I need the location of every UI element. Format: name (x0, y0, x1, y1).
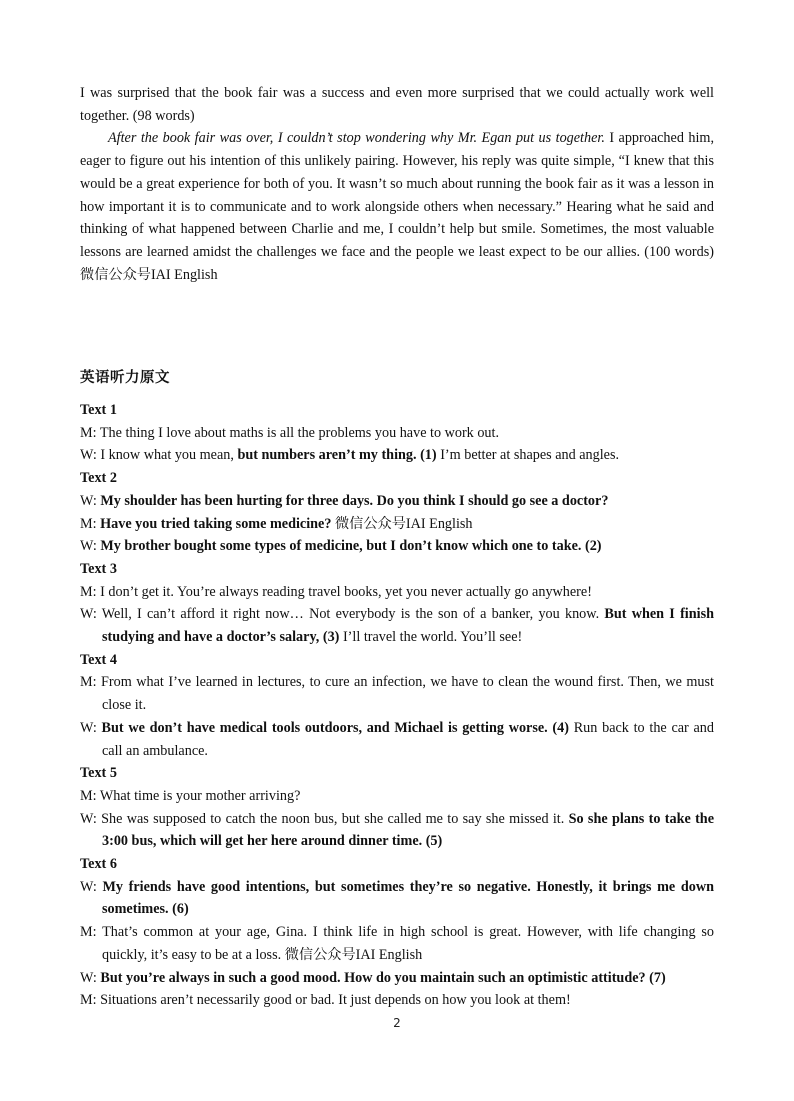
speaker-text: W: Well, I can’t afford it right now… Not everybody is the son of a banker, you know. (80, 606, 605, 623)
text-5-line-2 (80, 808, 714, 853)
speaker-label: W: (80, 719, 102, 736)
essay-paragraph-2-rest: I approached him, eager to figure out his intention of this unlikely pairing. However, his reply was quite simple, “I knew that this would be a great experience for both of you. It wasn’t so much about running the book fair as it was a lesson in how important it is to communicate and to work alongside others when necessary.” Hearing what he said and thinking of what happened between Charlie and me, I couldn’t help but smile. Sometimes, the most valuable lessons are learned amidst the challenges we face and the people we least expect to be our allies. (100 words) 微信公众号IAI English (80, 130, 714, 283)
essay-paragraph-1: I was surprised that the book fair was a success and even more surprised that we could actually work well together. (98 words) (80, 85, 714, 124)
speaker-text: Run back to the car and call an ambulance. (102, 719, 714, 759)
answer-text: But when I finish studying and have a doctor’s salary, (3) (102, 606, 714, 646)
speaker-text: I’ll travel the world. You’ll see! (339, 629, 523, 646)
text-6-line-2: M: That’s common at your age, Gina. I think life in high school is great. However, with life changing so quickly, it’s easy to be at a loss. 微信公众号IAI English (80, 924, 714, 963)
text-3-heading: Text 3 (80, 560, 117, 577)
answer-text: but numbers aren’t my thing. (1) (237, 447, 437, 464)
text-1-heading: Text 1 (80, 402, 117, 418)
answer-text: My brother bought some types of medicine, but I don’t know which one to take. (2) (100, 538, 602, 555)
speaker-text: W: I know what you mean, (80, 447, 238, 464)
text-1-line-1: M: The thing I love about maths is all the problems you have to work out. (80, 424, 499, 441)
speaker-label: W: (80, 878, 103, 895)
text-6-heading: Text 6 (80, 856, 117, 873)
speaker-label: W: (80, 492, 101, 509)
speaker-label: W: (80, 538, 101, 555)
text-6-line-4: M: Situations aren’t necessarily good or bad. It just depends on how you look at them! (80, 992, 571, 1009)
essay-paragraph-2 (80, 127, 714, 286)
answer-text: Have you tried taking some medicine? (100, 515, 332, 532)
speaker-label: M: (80, 515, 101, 532)
text-5-line-1: M: What time is your mother arriving? (80, 787, 301, 804)
text-2-heading: Text 2 (80, 470, 117, 487)
text-2-line-2 (80, 513, 714, 536)
essay-section (80, 82, 714, 286)
listening-transcript (80, 399, 714, 1012)
text-4-line-2 (80, 717, 714, 762)
text-3-line-1: M: I don’t get it. You’re always reading travel books, yet you never actually go anywhere! (80, 583, 592, 600)
page-number: 2 (393, 1016, 401, 1030)
answer-text: My friends have good intentions, but sometimes they’re so negative. Honestly, it brings me down sometimes. (6) (102, 878, 715, 918)
answer-text: But we don’t have medical tools outdoors, and Michael is getting worse. (4) (101, 719, 569, 736)
text-6-line-3 (80, 967, 714, 990)
text-5-heading: Text 5 (80, 765, 117, 782)
text-3-line-2 (80, 603, 714, 648)
answer-text: So she plans to take the 3:00 bus, which will get her here around dinner time. (5) (102, 810, 714, 850)
text-2-line-3 (80, 535, 714, 558)
text-6-line-1 (80, 876, 714, 921)
section-title: 英语听力原文 (80, 370, 170, 386)
speaker-label: W: (80, 969, 101, 986)
text-4-line-1: M: From what I’ve learned in lectures, to cure an infection, we have to clean the wound first. Then, we must close it. (80, 674, 714, 714)
text-2-line-1 (80, 490, 714, 513)
answer-text: But you’re always in such a good mood. How do you maintain such an optimistic attitude? (7) (100, 969, 666, 986)
essay-italic-sentence: After the book fair was over, I couldn’t stop wondering why Mr. Egan put us together. (108, 130, 605, 147)
text-4-heading: Text 4 (80, 651, 117, 668)
watermark-text: 微信公众号IAI English (331, 515, 473, 532)
answer-text: My shoulder has been hurting for three days. Do you think I should go see a doctor? (100, 492, 609, 509)
speaker-text: W: She was supposed to catch the noon bus, but she called me to say she missed it. (80, 810, 569, 827)
speaker-text: I’m better at shapes and angles. (436, 447, 620, 464)
text-1-line-2 (80, 444, 714, 467)
